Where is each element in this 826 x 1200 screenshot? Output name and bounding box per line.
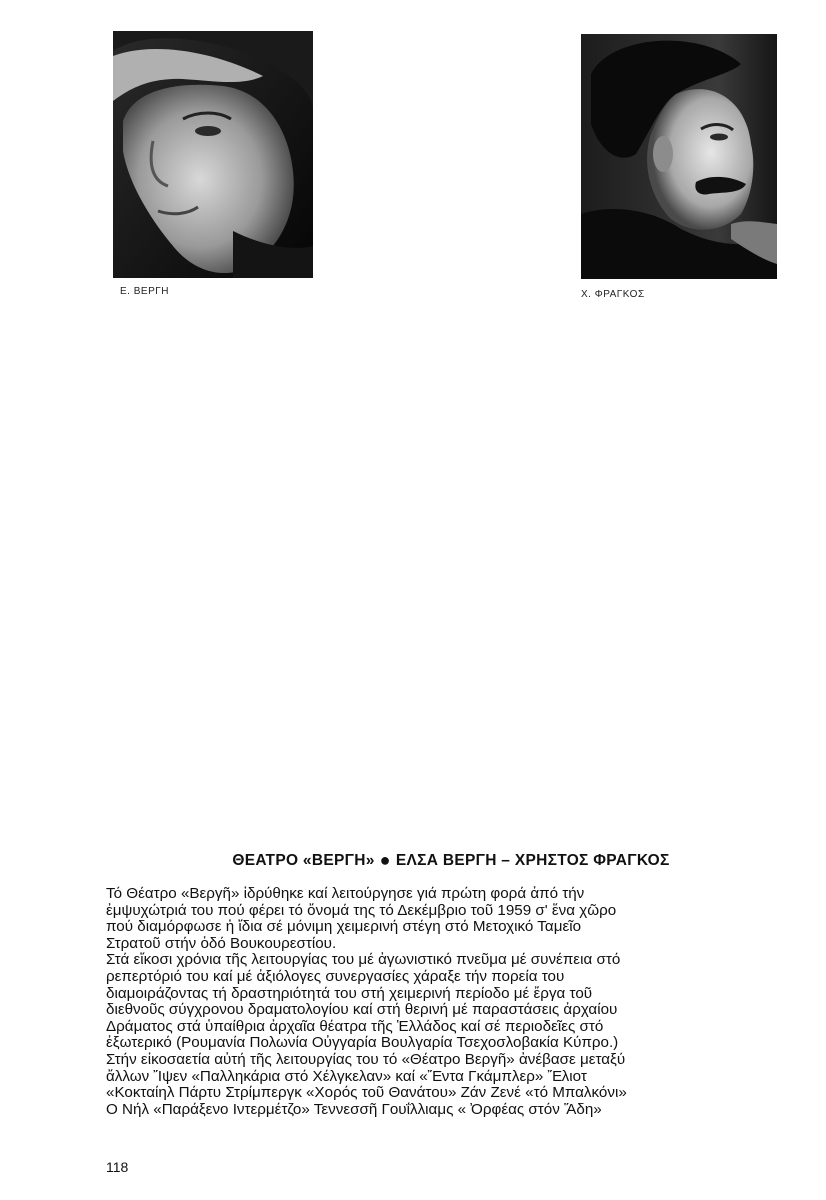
photo-caption-right: Χ. ΦΡΑΓΚΟΣ [581, 289, 645, 300]
body-line: Στήν εἰκοσαετία αὐτή τῆς λειτουργίας του τό «Θέατρο Βεργῆ» ἀνέβασε μεταξύ [106, 1050, 626, 1068]
heading-people-names: ΕΛΣΑ ΒΕΡΓΗ – ΧΡΗΣΤΟΣ ΦΡΑΓΚΟΣ [395, 852, 670, 869]
body-line: ἄλλων Ἴψεν «Παλληκάρια στό Χέλγκελαν» καί «Ἔντα Γκάμπλερ» Ἔλιοτ [106, 1067, 587, 1085]
body-line: διαμοιράζοντας τή δραστηριότητά του στή χειμερινή περίοδο μέ ἔργα τοῦ [106, 984, 593, 1002]
body-line: ἐμψυχώτριά του πού φέρει τό ὄνομά της τό Δεκέμβριο τοῦ 1959 σ' ἕνα χῶρο [106, 901, 617, 919]
body-line: διεθνοῦς σύγχρονου δραματολογίου καί στή θερινή μέ παραστάσεις ἀρχαίου [106, 1001, 618, 1019]
article-heading [106, 851, 796, 870]
body-line: πού διαμόρφωσε ἡ ἴδια σέ μόνιμη χειμερινή στέγη στό Μετοχικό Ταμεῖο [106, 918, 582, 936]
body-line: Δράματος στά ὑπαίθρια ἀρχαῖα θέατρα τῆς Ἑλλάδος καί σέ περιοδεῖες στό [106, 1017, 604, 1035]
heading-theatre-name: ΘΕΑΤΡΟ «ΒΕΡΓΗ» [232, 852, 375, 869]
photo-caption-left: Ε. ΒΕΡΓΗ [120, 286, 169, 297]
body-line: Στρατοῦ στήν ὁδό Βουκουρεστίου. [106, 934, 337, 952]
body-line: Ο Νήλ «Παράξενο Ιντερμέτζο» Τεννεσσῆ Γουΐλλιαμς « Ὀρφέας στόν Ἅδη» [106, 1100, 602, 1118]
portrait-image [581, 34, 777, 279]
portrait-photo-ch-fragkos [581, 34, 777, 279]
body-line: ἐξωτερικό (Ρουμανία Πολωνία Οὐγγαρία Βουλγαρία Τσεχοσλοβακία Κύπρο.) [106, 1034, 619, 1052]
portrait-photo-e-vergi [113, 31, 313, 278]
page-number: 118 [106, 1159, 129, 1175]
body-line: «Κοκταίηλ Πάρτυ Στρίμπεργκ «Χορός τοῦ Θανάτου» Ζάν Ζενέ «τό Μπαλκόνι» [106, 1084, 627, 1102]
body-line: Τό Θέατρο «Βεργῆ» ἱδρύθηκε καί λειτούργησε γιά πρώτη φορά ἀπό τήν [106, 885, 585, 902]
body-line: ρεπερτόριό του καί μέ ἀξιόλογες συνεργασίες χάραξε τήν πορεία του [106, 967, 565, 985]
article-body [106, 886, 786, 1118]
body-line: Στά εἴκοσι χρόνια τῆς λειτουργίας του μέ ἀγωνιστικό πνεῦμα μέ συνέπεια στό [106, 951, 621, 969]
bullet-separator-icon: ● [379, 850, 391, 870]
portrait-image [113, 31, 313, 278]
